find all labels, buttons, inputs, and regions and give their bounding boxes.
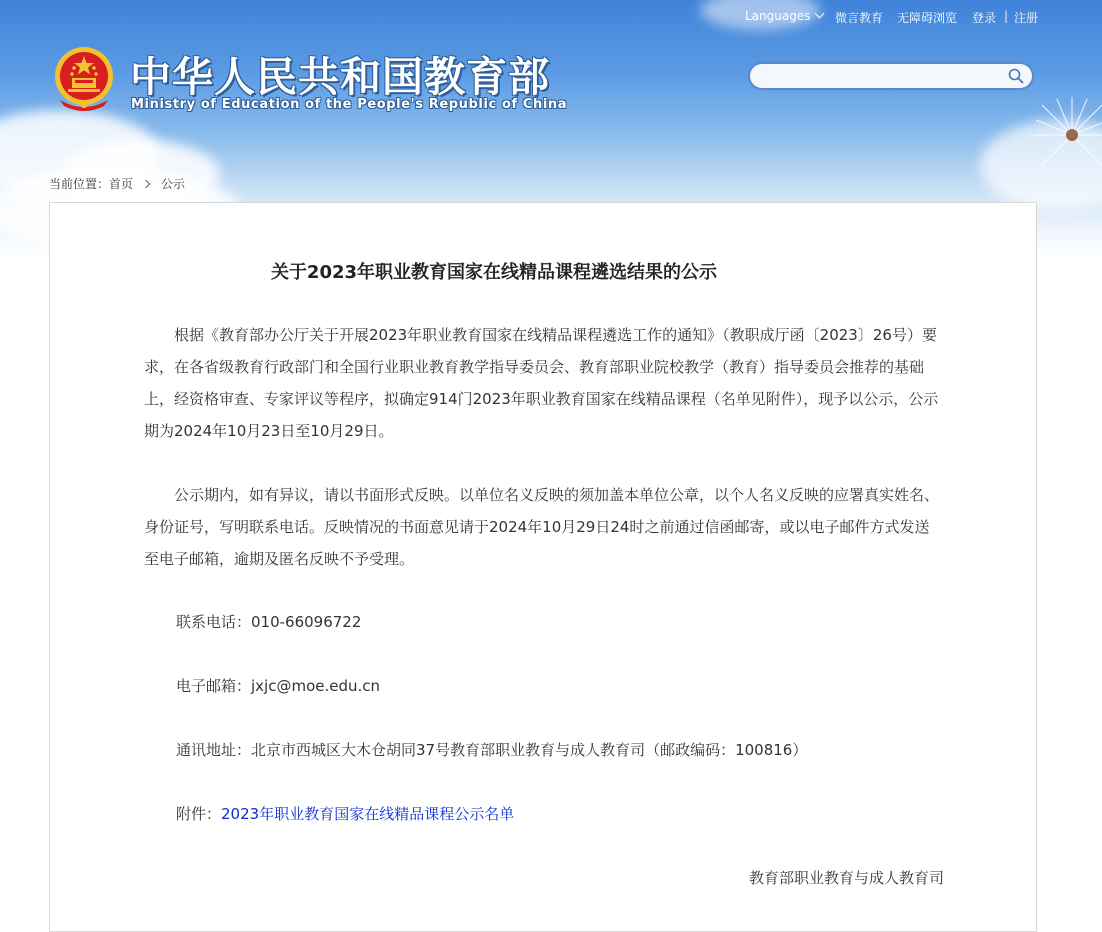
contact-phone: 联系电话：010-66096722 [176,613,362,631]
article-title: 关于2023年职业教育国家在线精品课程遴选结果的公示 [270,262,718,283]
breadcrumb-home-link[interactable]: 首页 [109,177,134,191]
attachment-label: 附件： [176,805,222,823]
breadcrumb-prefix: 当前位置： [49,177,110,191]
chevron-right-icon [142,180,150,188]
breadcrumb [49,175,185,192]
dandelion-decoration [1032,95,1102,175]
search-box [748,62,1034,90]
paragraph-text: 根据《教育部办公厅关于开展2023年职业教育国家在线精品课程遴选工作的通知》（教职成厅函〔2023〕26号）要求，在各省级教育行政部门和全国行业职业教育教学指导委员会、教育部职业院校教学（教育）指导委员会推荐的基础上，经资格审查、专家评议等程序，拟确定914门2023年职业教育国家在线精品课程（名单见附件），现予以公示，公示期为2024年10月23日至10月29日。 [144,326,939,440]
signature: 教育部职业教育与成人教育司 [748,869,944,887]
accessibility-link[interactable]: 无障碍浏览 [897,11,958,25]
contact-address: 通讯地址：北京市西城区大木仓胡同37号教育部职业教育与成人教育司（邮政编码：100816） [176,741,808,759]
link-divider: | [1004,9,1009,23]
register-link[interactable]: 注册 [1014,11,1039,25]
weiyan-link[interactable]: 微言教育 [835,11,884,25]
site-title[interactable]: 中华人民共和国教育部 [130,53,550,101]
languages-menu[interactable]: Languages [745,9,823,23]
search-icon[interactable] [1008,68,1024,84]
breadcrumb-current[interactable]: 公示 [161,177,186,191]
attachment-link[interactable]: 2023年职业教育国家在线精品课程公示名单 [221,805,515,823]
paragraph-text: 公示期内，如有异议，请以书面形式反映。以单位名义反映的须加盖本单位公章，以个人名义反映的应署真实姓名、身份证号，写明联系电话。反映情况的书面意见请于2024年10月29日24时之前通过信函邮寄，或以电子邮件方式发送至电子邮箱，逾期及匿名反映不予受理。 [144,486,940,568]
chevron-down-icon [815,9,825,19]
attachment-line [176,803,514,824]
contact-email: 电子邮箱：jxjc@moe.edu.cn [176,677,381,695]
article-paragraph [144,479,944,575]
search-input[interactable] [762,67,1006,87]
national-emblem-icon[interactable] [52,44,116,112]
article-paragraph [144,319,944,447]
login-link[interactable]: 登录 [972,11,997,25]
site-title-english: Ministry of Education of the People's Republic of China [131,97,568,112]
